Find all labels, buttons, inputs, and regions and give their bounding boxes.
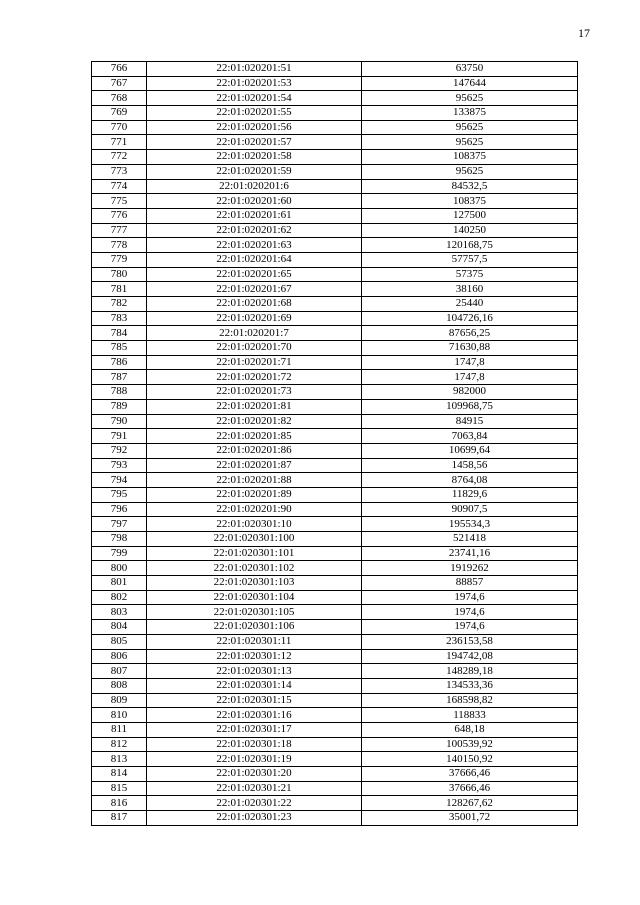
cadastral-value-cell: 1974,6: [362, 620, 578, 635]
table-row: [92, 767, 578, 782]
cadastral-value-cell: 57757,5: [362, 252, 578, 267]
table-row: [92, 443, 578, 458]
row-number-cell: 795: [92, 487, 147, 502]
row-number-cell: 788: [92, 385, 147, 400]
table-row: [92, 267, 578, 282]
table-row: [92, 429, 578, 444]
cadastral-number-cell: 22:01:020201:62: [147, 223, 362, 238]
cadastral-value-cell: 71630,88: [362, 341, 578, 356]
cadastral-value-cell: 1747,8: [362, 355, 578, 370]
row-number-cell: 783: [92, 311, 147, 326]
cadastral-number-cell: 22:01:020201:64: [147, 252, 362, 267]
cadastral-number-cell: 22:01:020201:90: [147, 502, 362, 517]
cadastral-value-cell: 95625: [362, 120, 578, 135]
row-number-cell: 814: [92, 767, 147, 782]
cadastral-number-cell: 22:01:020201:81: [147, 399, 362, 414]
cadastral-value-cell: 1974,6: [362, 590, 578, 605]
cadastral-value-cell: 168598,82: [362, 693, 578, 708]
cadastral-number-cell: 22:01:020201:69: [147, 311, 362, 326]
cadastral-value-cell: 57375: [362, 267, 578, 282]
cadastral-number-cell: 22:01:020201:54: [147, 91, 362, 106]
table-row: [92, 399, 578, 414]
table-row: [92, 605, 578, 620]
table-row: [92, 106, 578, 121]
cadastral-value-cell: 63750: [362, 62, 578, 77]
row-number-cell: 781: [92, 282, 147, 297]
cadastral-number-cell: 22:01:020201:88: [147, 473, 362, 488]
cadastral-value-cell: 10699,64: [362, 443, 578, 458]
cadastral-value-cell: 148289,18: [362, 664, 578, 679]
table-row: [92, 194, 578, 209]
cadastral-value-cell: 95625: [362, 135, 578, 150]
row-number-cell: 799: [92, 546, 147, 561]
table-row: [92, 576, 578, 591]
table-row: [92, 252, 578, 267]
table-row: [92, 532, 578, 547]
row-number-cell: 769: [92, 106, 147, 121]
table-row: [92, 811, 578, 826]
table-row: [92, 473, 578, 488]
cadastral-number-cell: 22:01:020201:67: [147, 282, 362, 297]
cadastral-number-cell: 22:01:020201:59: [147, 164, 362, 179]
row-number-cell: 811: [92, 722, 147, 737]
row-number-cell: 768: [92, 91, 147, 106]
cadastral-value-cell: 133875: [362, 106, 578, 121]
table-row: [92, 326, 578, 341]
row-number-cell: 802: [92, 590, 147, 605]
row-number-cell: 797: [92, 517, 147, 532]
cadastral-number-cell: 22:01:020301:13: [147, 664, 362, 679]
table-row: [92, 414, 578, 429]
row-number-cell: 800: [92, 561, 147, 576]
cadastral-value-cell: 134533,36: [362, 678, 578, 693]
table-row: [92, 649, 578, 664]
cadastral-number-cell: 22:01:020301:18: [147, 737, 362, 752]
cadastral-number-cell: 22:01:020301:10: [147, 517, 362, 532]
row-number-cell: 793: [92, 458, 147, 473]
table-row: [92, 135, 578, 150]
cadastral-value-cell: 108375: [362, 194, 578, 209]
row-number-cell: 784: [92, 326, 147, 341]
table-row: [92, 708, 578, 723]
cadastral-value-cell: 521418: [362, 532, 578, 547]
row-number-cell: 771: [92, 135, 147, 150]
row-number-cell: 782: [92, 297, 147, 312]
cadastral-number-cell: 22:01:020201:61: [147, 208, 362, 223]
table-row: [92, 341, 578, 356]
row-number-cell: 810: [92, 708, 147, 723]
cadastral-number-cell: 22:01:020301:12: [147, 649, 362, 664]
cadastral-number-cell: 22:01:020301:11: [147, 634, 362, 649]
cadastral-value-cell: 37666,46: [362, 781, 578, 796]
table-row: [92, 781, 578, 796]
table-row: [92, 62, 578, 77]
row-number-cell: 778: [92, 238, 147, 253]
cadastral-number-cell: 22:01:020201:6: [147, 179, 362, 194]
row-number-cell: 791: [92, 429, 147, 444]
cadastral-value-cell: 7063,84: [362, 429, 578, 444]
row-number-cell: 780: [92, 267, 147, 282]
cadastral-value-cell: 1747,8: [362, 370, 578, 385]
row-number-cell: 803: [92, 605, 147, 620]
cadastral-value-table: [91, 61, 578, 826]
row-number-cell: 772: [92, 150, 147, 165]
row-number-cell: 808: [92, 678, 147, 693]
row-number-cell: 773: [92, 164, 147, 179]
cadastral-number-cell: 22:01:020301:17: [147, 722, 362, 737]
cadastral-number-cell: 22:01:020201:51: [147, 62, 362, 77]
cadastral-number-cell: 22:01:020201:86: [147, 443, 362, 458]
cadastral-number-cell: 22:01:020201:73: [147, 385, 362, 400]
cadastral-value-cell: 23741,16: [362, 546, 578, 561]
cadastral-number-cell: 22:01:020301:101: [147, 546, 362, 561]
cadastral-value-cell: 1458,56: [362, 458, 578, 473]
table-row: [92, 664, 578, 679]
row-number-cell: 794: [92, 473, 147, 488]
cadastral-number-cell: 22:01:020301:106: [147, 620, 362, 635]
cadastral-value-cell: 38160: [362, 282, 578, 297]
cadastral-value-cell: 118833: [362, 708, 578, 723]
cadastral-value-cell: 8764,08: [362, 473, 578, 488]
table-row: [92, 76, 578, 91]
cadastral-number-cell: 22:01:020301:100: [147, 532, 362, 547]
table-body: [92, 62, 578, 826]
cadastral-value-cell: 35001,72: [362, 811, 578, 826]
row-number-cell: 776: [92, 208, 147, 223]
table-row: [92, 458, 578, 473]
row-number-cell: 796: [92, 502, 147, 517]
cadastral-number-cell: 22:01:020201:63: [147, 238, 362, 253]
cadastral-number-cell: 22:01:020201:56: [147, 120, 362, 135]
table-row: [92, 678, 578, 693]
table-row: [92, 208, 578, 223]
cadastral-number-cell: 22:01:020301:16: [147, 708, 362, 723]
table-row: [92, 752, 578, 767]
cadastral-value-cell: 95625: [362, 164, 578, 179]
cadastral-value-cell: 84532,5: [362, 179, 578, 194]
cadastral-number-cell: 22:01:020201:65: [147, 267, 362, 282]
row-number-cell: 789: [92, 399, 147, 414]
cadastral-value-cell: 88857: [362, 576, 578, 591]
table-row: [92, 487, 578, 502]
row-number-cell: 786: [92, 355, 147, 370]
cadastral-number-cell: 22:01:020201:58: [147, 150, 362, 165]
row-number-cell: 815: [92, 781, 147, 796]
cadastral-number-cell: 22:01:020201:82: [147, 414, 362, 429]
page-number: 17: [578, 26, 590, 40]
row-number-cell: 805: [92, 634, 147, 649]
cadastral-value-cell: 109968,75: [362, 399, 578, 414]
table-row: [92, 385, 578, 400]
cadastral-value-cell: 104726,16: [362, 311, 578, 326]
row-number-cell: 770: [92, 120, 147, 135]
row-number-cell: 798: [92, 532, 147, 547]
table-row: [92, 502, 578, 517]
cadastral-value-cell: 982000: [362, 385, 578, 400]
cadastral-value-cell: 140250: [362, 223, 578, 238]
cadastral-value-cell: 194742,08: [362, 649, 578, 664]
table-row: [92, 620, 578, 635]
cadastral-value-cell: 11829,6: [362, 487, 578, 502]
cadastral-number-cell: 22:01:020301:15: [147, 693, 362, 708]
row-number-cell: 792: [92, 443, 147, 458]
cadastral-number-cell: 22:01:020301:19: [147, 752, 362, 767]
cadastral-value-cell: 140150,92: [362, 752, 578, 767]
table-row: [92, 223, 578, 238]
row-number-cell: 766: [92, 62, 147, 77]
cadastral-number-cell: 22:01:020201:60: [147, 194, 362, 209]
cadastral-value-cell: 120168,75: [362, 238, 578, 253]
table-row: [92, 722, 578, 737]
table-row: [92, 297, 578, 312]
cadastral-value-cell: 84915: [362, 414, 578, 429]
cadastral-value-cell: 37666,46: [362, 767, 578, 782]
row-number-cell: 806: [92, 649, 147, 664]
table-row: [92, 634, 578, 649]
table-row: [92, 796, 578, 811]
table-row: [92, 282, 578, 297]
cadastral-number-cell: 22:01:020201:87: [147, 458, 362, 473]
cadastral-number-cell: 22:01:020201:55: [147, 106, 362, 121]
cadastral-number-cell: 22:01:020201:72: [147, 370, 362, 385]
row-number-cell: 801: [92, 576, 147, 591]
table-row: [92, 561, 578, 576]
row-number-cell: 779: [92, 252, 147, 267]
table-row: [92, 150, 578, 165]
cadastral-number-cell: 22:01:020201:68: [147, 297, 362, 312]
table-row: [92, 370, 578, 385]
row-number-cell: 807: [92, 664, 147, 679]
cadastral-value-cell: 1919262: [362, 561, 578, 576]
table-row: [92, 737, 578, 752]
table-row: [92, 546, 578, 561]
cadastral-value-cell: 127500: [362, 208, 578, 223]
row-number-cell: 787: [92, 370, 147, 385]
table-row: [92, 693, 578, 708]
table-row: [92, 311, 578, 326]
cadastral-number-cell: 22:01:020201:53: [147, 76, 362, 91]
table-row: [92, 91, 578, 106]
row-number-cell: 817: [92, 811, 147, 826]
cadastral-number-cell: 22:01:020301:23: [147, 811, 362, 826]
cadastral-number-cell: 22:01:020301:20: [147, 767, 362, 782]
cadastral-value-cell: 95625: [362, 91, 578, 106]
row-number-cell: 809: [92, 693, 147, 708]
cadastral-number-cell: 22:01:020201:57: [147, 135, 362, 150]
cadastral-value-cell: 25440: [362, 297, 578, 312]
row-number-cell: 774: [92, 179, 147, 194]
row-number-cell: 777: [92, 223, 147, 238]
cadastral-number-cell: 22:01:020201:70: [147, 341, 362, 356]
cadastral-number-cell: 22:01:020301:14: [147, 678, 362, 693]
cadastral-number-cell: 22:01:020301:22: [147, 796, 362, 811]
row-number-cell: 812: [92, 737, 147, 752]
cadastral-value-cell: 128267,62: [362, 796, 578, 811]
row-number-cell: 816: [92, 796, 147, 811]
table-row: [92, 238, 578, 253]
cadastral-value-cell: 147644: [362, 76, 578, 91]
table-row: [92, 164, 578, 179]
table-row: [92, 120, 578, 135]
cadastral-number-cell: 22:01:020201:85: [147, 429, 362, 444]
cadastral-number-cell: 22:01:020201:89: [147, 487, 362, 502]
cadastral-value-cell: 195534,3: [362, 517, 578, 532]
cadastral-number-cell: 22:01:020201:71: [147, 355, 362, 370]
row-number-cell: 804: [92, 620, 147, 635]
row-number-cell: 785: [92, 341, 147, 356]
table-row: [92, 179, 578, 194]
row-number-cell: 775: [92, 194, 147, 209]
cadastral-number-cell: 22:01:020301:102: [147, 561, 362, 576]
cadastral-number-cell: 22:01:020301:21: [147, 781, 362, 796]
cadastral-value-cell: 100539,92: [362, 737, 578, 752]
table-row: [92, 517, 578, 532]
cadastral-number-cell: 22:01:020201:7: [147, 326, 362, 341]
table-row: [92, 355, 578, 370]
row-number-cell: 790: [92, 414, 147, 429]
cadastral-number-cell: 22:01:020301:104: [147, 590, 362, 605]
table-row: [92, 590, 578, 605]
cadastral-value-cell: 90907,5: [362, 502, 578, 517]
cadastral-value-cell: 648,18: [362, 722, 578, 737]
cadastral-value-cell: 1974,6: [362, 605, 578, 620]
cadastral-value-cell: 236153,58: [362, 634, 578, 649]
row-number-cell: 813: [92, 752, 147, 767]
cadastral-number-cell: 22:01:020301:103: [147, 576, 362, 591]
cadastral-number-cell: 22:01:020301:105: [147, 605, 362, 620]
cadastral-value-cell: 87656,25: [362, 326, 578, 341]
row-number-cell: 767: [92, 76, 147, 91]
cadastral-value-cell: 108375: [362, 150, 578, 165]
